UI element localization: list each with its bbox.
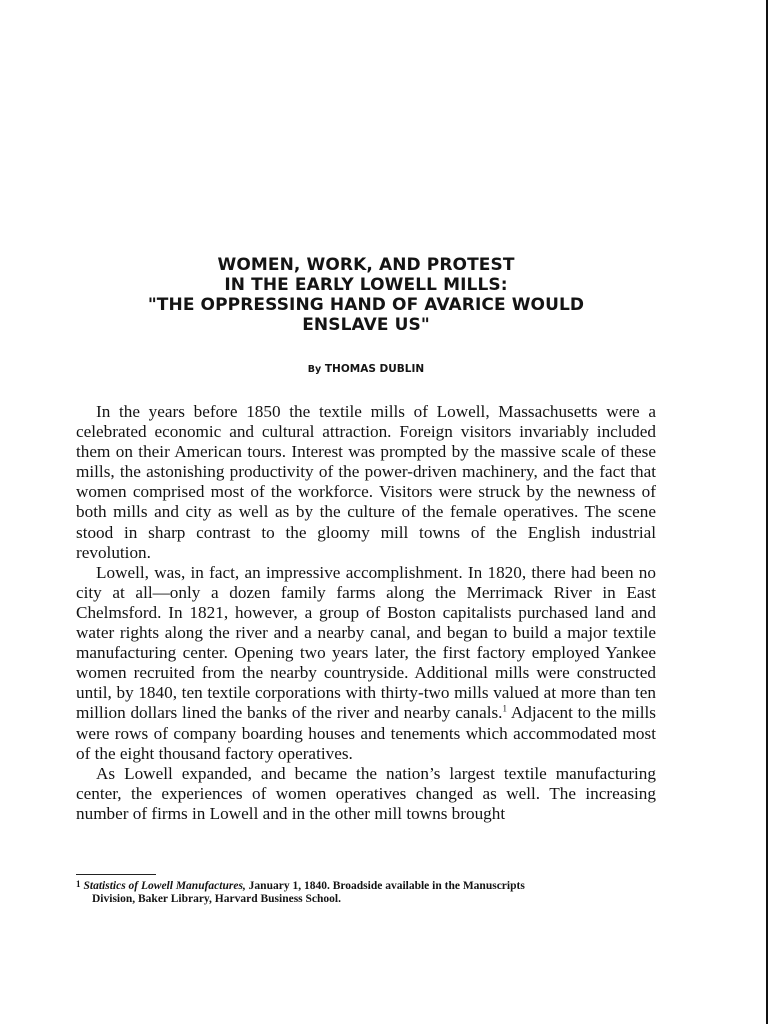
footnote-text: January 1, 1840. Broadside available in the Manuscripts: [245, 880, 525, 892]
author-name: THOMAS DUBLIN: [324, 363, 425, 375]
byline-prefix: By: [307, 364, 322, 375]
paragraph: As Lowell expanded, and became the nation’s largest textile manufacturing center, the experiences of women operatives changed as well. The increasing number of firms in Lowell and in the other mill towns brought: [76, 763, 656, 823]
footnote-line: [76, 878, 666, 893]
paragraph: [76, 563, 656, 764]
footnote-reference: 1: [502, 703, 507, 714]
footnote: [76, 878, 666, 906]
footnote-marker: 1: [76, 879, 81, 889]
article-body: [76, 402, 656, 824]
byline: [76, 363, 656, 375]
paragraph: In the years before 1850 the textile mills of Lowell, Massachusetts were a celebrated economic and cultural attraction. Foreign visitors invariably included them on their American tours. Interest was prompted by the massive scale of these mills, the astonishing productivity of the power-driven machinery, and the fact that women comprised most of the workforce. Visitors were struck by the newness of both mills and city as well as by the culture of the female operatives. The scene stood in sharp contrast to the gloomy mill towns of the English industrial revolution.: [76, 402, 656, 562]
footnote-line: Division, Baker Library, Harvard Business School.: [92, 893, 341, 905]
title-line: WOMEN, WORK, AND PROTEST: [217, 255, 515, 275]
paragraph-text: Adjacent to the mills were rows of company boarding houses and tenements which accommodated most of the eight thousand factory operatives.: [76, 703, 656, 763]
title-line: IN THE EARLY LOWELL MILLS:: [224, 275, 508, 295]
article-page: [76, 0, 656, 1024]
paragraph-text: Lowell, was, in fact, an impressive accomplishment. In 1820, there had been no city at all—only a dozen family farms along the Merrimack River in East Chelmsford. In 1821, however, a group of Boston capitalists purchased land and water rights along the river and a nearby canal, and began to build a major textile manufacturing center. Opening two years later, the first factory employed Yankee women recruited from the nearby countryside. Additional mills were constructed until, by 1840, ten textile corporations with thirty-two mills valued at more than ten million dollars lined the banks of the river and nearby canals.: [76, 562, 656, 723]
footnote-source-title: Statistics of Lowell Manufactures,: [83, 880, 246, 892]
article-title: [76, 255, 656, 335]
title-line: "THE OPPRESSING HAND OF AVARICE WOULD: [147, 295, 585, 315]
title-line: ENSLAVE US": [302, 315, 430, 335]
footnote-divider: [76, 874, 156, 875]
